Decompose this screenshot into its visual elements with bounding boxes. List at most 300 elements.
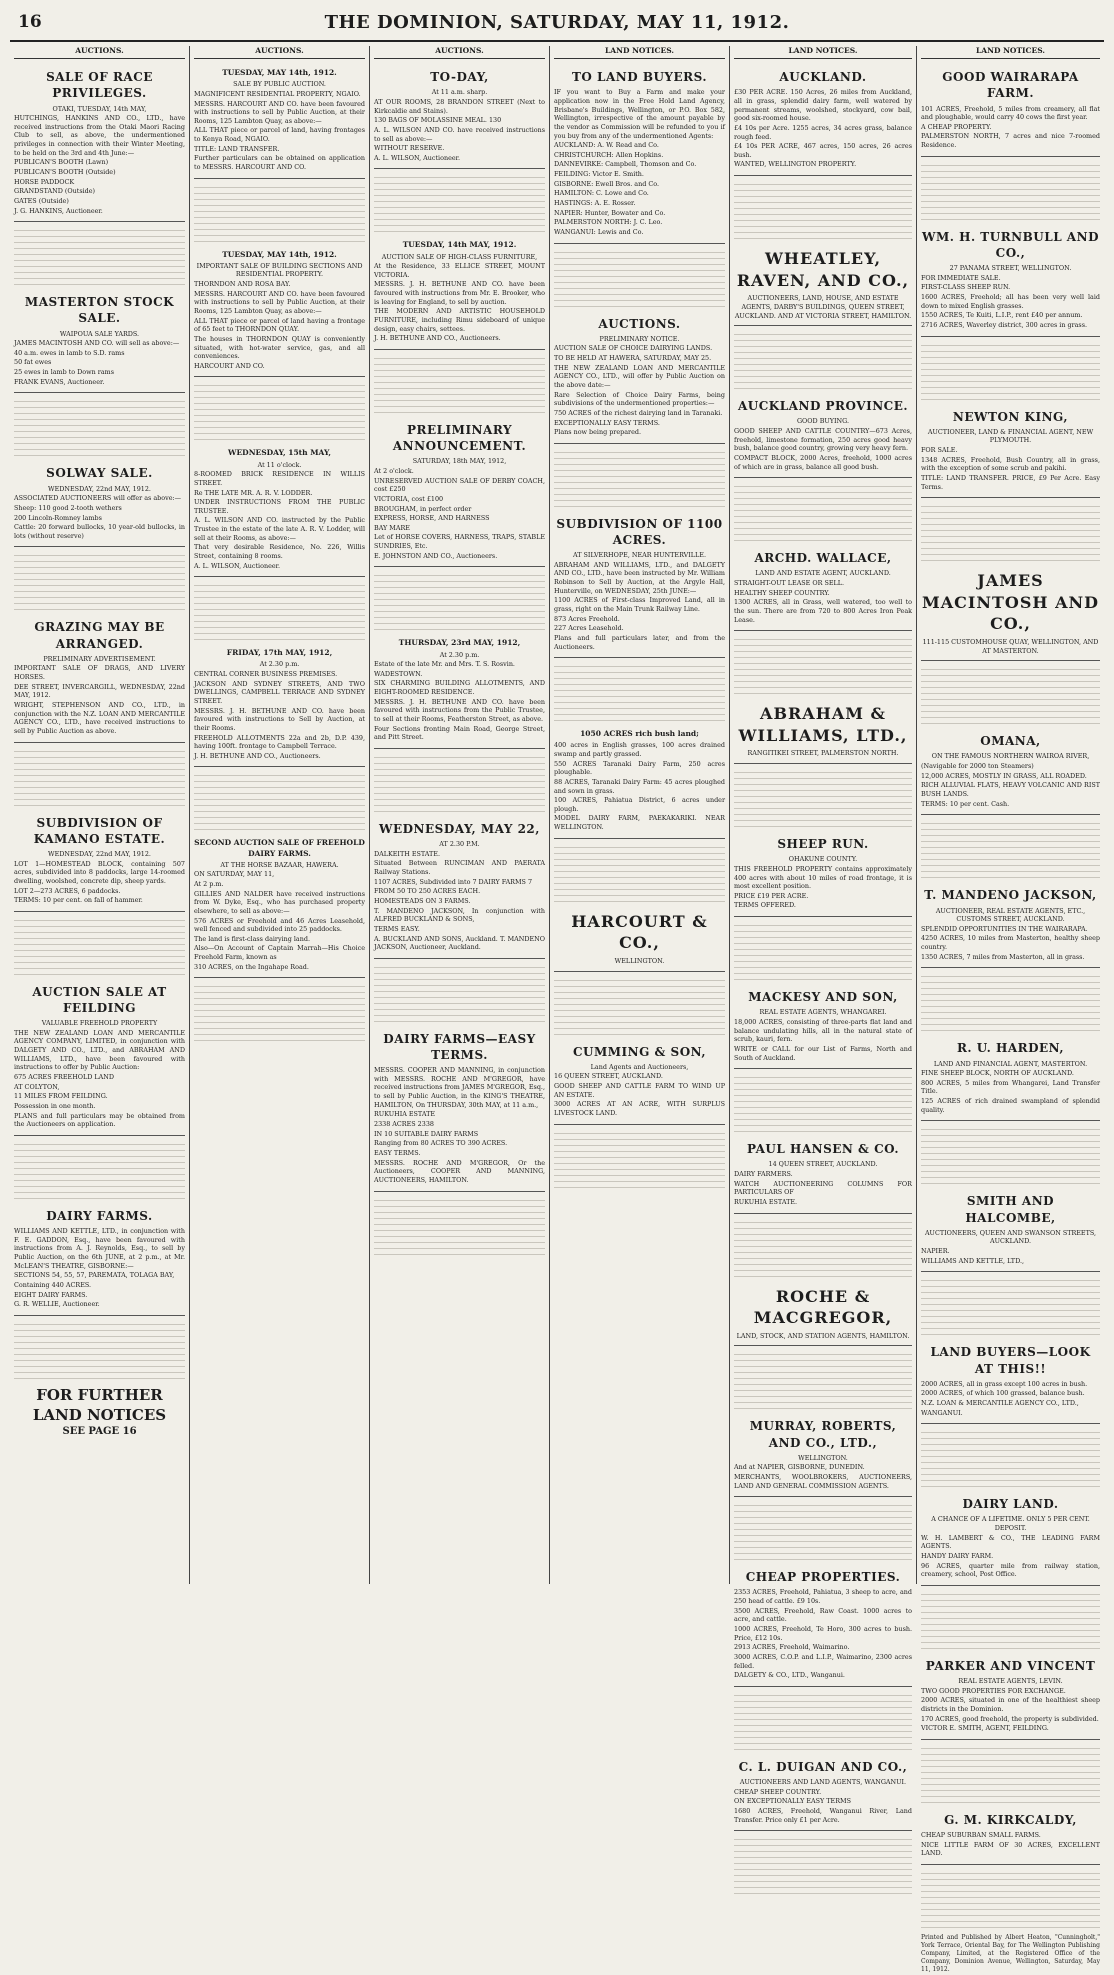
fine-print-block — [554, 1128, 725, 1188]
ad-text-line: FOR IMMEDIATE SALE. — [921, 273, 1001, 282]
column-header: AUCTIONS. — [194, 46, 365, 59]
ad-heading: SUBDIVISION OF KAMANO ESTATE. — [33, 815, 166, 846]
ad-text-line: TITLE: LAND TRANSFER. — [194, 144, 280, 153]
ad-heading: FRIDAY, 17th MAY, 1912, — [226, 648, 333, 658]
ad-subheading: At 11 o'clock. — [257, 460, 302, 469]
ad-text-line: GISBORNE: Ewell Bros. and Co. — [554, 179, 659, 188]
advertisement — [14, 1202, 185, 1316]
ad-subheading: LAND AND FINANCIAL AGENT, MASTERTON. — [933, 1059, 1088, 1068]
advertisement — [554, 63, 725, 243]
column-3 — [370, 46, 550, 1584]
ad-text-line: IMPORTANT SALE OF DRAGS, AND LIVERY HORSES. — [14, 664, 185, 682]
ad-text-line: Plans now being prepared. — [554, 428, 641, 437]
advertisement — [921, 403, 1100, 499]
ad-text-line: 1350 ACRES, 7 miles from Masterton, all in grass. — [921, 952, 1085, 961]
fine-print-block — [734, 634, 912, 694]
ad-text-line: Containing 440 ACRES. — [14, 1280, 92, 1289]
ad-text-line: RUKUHIA ESTATE. — [734, 1197, 798, 1206]
ad-text-line: 18,000 ACRES, consisting of three-parts flat land and balance undulating hills, all in the natural state of scrub, kauri, fern. — [734, 1017, 912, 1044]
advertisement — [921, 1652, 1100, 1740]
ad-heading: T. MANDENO JACKSON, — [924, 888, 1097, 903]
ad-text-line: DANNEVIRKE: Campbell, Thomson and Co. — [554, 160, 697, 169]
printer-imprint: Printed and Published by Albert Heaton, "Cunningholt," York Terrace, Oriental Bay, for The Wellington Publishing Company, Limited, at the Registered Office of the Company, Dominion Avenue, Wellington, Saturday, May 11, 1912. — [921, 1934, 1100, 1974]
ad-text-line: SPLENDID OPPORTUNITIES IN THE WAIRARAPA. — [921, 924, 1088, 933]
ad-text-line: SECTIONS 54, 55, 57, PAREMATA, TOLAGA BAY, — [14, 1271, 175, 1280]
ad-text-line: GRANDSTAND (Outside) — [14, 187, 96, 196]
ad-text-line: 1000 ACRES, Freehold, Te Horo, 300 acres to bush. Price, £12 10s. — [734, 1625, 912, 1642]
fine-print-block — [14, 225, 185, 285]
ad-heading: ARCHD. WALLACE, — [754, 551, 892, 566]
ad-text-line: FEILDING: Victor E. Smith. — [554, 170, 644, 179]
advertisement — [921, 881, 1100, 968]
advertisement — [734, 1563, 912, 1687]
ad-text-line: 96 ACRES, quarter mile from railway station, creamery, school, Post Office. — [921, 1561, 1100, 1579]
fine-print-block — [14, 550, 185, 610]
ad-text-line: Plans and full particulars later, and from the Auctioneers. — [554, 633, 725, 651]
ad-text-line: RUKUHIA ESTATE — [374, 1110, 436, 1119]
advertisement — [921, 1034, 1100, 1121]
fine-print-block — [734, 481, 912, 541]
ad-subheading: LAND, STOCK, AND STATION AGENTS, HAMILTON. — [736, 1331, 910, 1340]
ad-heading: SALE OF RACE PRIVILEGES. — [46, 70, 153, 101]
ad-text-line: GATES (Outside) — [14, 196, 69, 205]
ad-text-line: ALL THAT piece or parcel of land having a frontage of 65 feet to THORNDON QUAY. — [194, 316, 365, 334]
fine-print-block — [921, 340, 1100, 400]
ad-heading: TUESDAY, 14th MAY, 1912. — [402, 240, 517, 250]
ad-text-line: PALMERSTON NORTH: J. C. Leo. — [554, 218, 663, 227]
ad-subheading: AT THE HORSE BAZAAR, HAWERA. — [220, 860, 339, 869]
column-header: LAND NOTICES. — [554, 46, 725, 59]
ad-subheading: VALUABLE FREEHOLD PROPERTY — [41, 1019, 158, 1028]
fine-print-block — [194, 580, 365, 640]
fine-print-block — [374, 1195, 545, 1255]
column-header: LAND NOTICES. — [921, 46, 1100, 59]
fine-print-block — [734, 767, 912, 827]
ad-text-line: Ranging from 80 ACRES TO 390 ACRES. — [374, 1139, 508, 1148]
advertisement — [374, 1025, 545, 1192]
newspaper-title: THE DOMINION, SATURDAY, MAY 11, 1912. — [324, 12, 790, 33]
ad-text-line: 12,000 ACRES, MOSTLY IN GRASS, ALL ROADED. — [921, 771, 1087, 780]
advertisement — [14, 288, 185, 393]
ad-text-line: 200 Lincoln-Romney lambs — [14, 513, 102, 522]
ad-heading: WEDNESDAY, MAY 22, — [379, 821, 540, 836]
fine-print-block — [921, 1124, 1100, 1184]
ad-heading: CUMMING & SON, — [572, 1044, 707, 1059]
fine-print-block — [734, 329, 912, 389]
ad-text-line: 2913 ACRES, Freehold, Waimarino. — [734, 1643, 850, 1652]
ad-subheading: AT SILVERHOPE, NEAR HUNTERVILLE. — [573, 551, 706, 560]
ad-text-line: THORNDON AND ROSA BAY. — [194, 280, 291, 289]
ad-heading: C. L. DUIGAN AND CO., — [738, 1759, 908, 1774]
ad-heading: SOLWAY SALE. — [46, 466, 153, 481]
ad-text-line: T. MANDENO JACKSON, In conjunction with ALFRED BUCKLAND & SONS, — [374, 906, 545, 924]
ad-text-line: 16 QUEEN STREET, AUCKLAND. — [554, 1072, 663, 1081]
ad-text-line: And at NAPIER, GISBORNE, DUNEDIN. — [734, 1463, 865, 1472]
ad-subheading: AUCTIONEERS, QUEEN AND SWANSON STREETS, AUCKLAND. — [924, 1228, 1097, 1246]
ad-text-line: JAMES MACINTOSH AND CO. will sell as above:— — [14, 339, 180, 348]
ad-text-line: FOR SALE. — [921, 446, 958, 455]
ad-text-line: 11 MILES FROM FEILDING. — [14, 1092, 108, 1101]
fine-print-block — [14, 915, 185, 975]
advertisement — [194, 443, 365, 577]
ad-heading: ABRAHAM & WILLIAMS, LTD., — [738, 704, 908, 745]
ad-text-line: WITHOUT RESERVE. — [374, 144, 445, 153]
ad-text-line: MAGNIFICENT RESIDENTIAL PROPERTY, NGAIO. — [194, 89, 361, 98]
ad-text-line: CHRISTCHURCH: Allen Hopkins. — [554, 150, 664, 159]
ad-text-line: JACKSON AND SYDNEY STREETS, AND TWO DWELLINGS, CAMPBELL TERRACE AND SYDNEY STREET. — [194, 679, 365, 705]
ad-text-line: Possession in one month. — [14, 1101, 96, 1110]
ad-text-line: DALGETY & CO., LTD., Wanganui. — [734, 1671, 845, 1680]
ad-text-line: FIRST-CLASS SHEEP RUN. — [921, 283, 1011, 292]
ad-subheading: OHAKUNE COUNTY. — [788, 855, 858, 864]
advertisement — [734, 983, 912, 1069]
ad-text-line: E. JOHNSTON AND CO., Auctioneers. — [374, 551, 498, 560]
ad-heading: G. M. KIRKCALDY, — [944, 1812, 1077, 1827]
ad-subheading: WELLINGTON. — [614, 956, 665, 965]
advertisement — [734, 830, 912, 917]
ad-text-line: DEE STREET, INVERCARGILL, WEDNESDAY, 22nd MAY, 1912. — [14, 682, 185, 700]
column-4 — [550, 46, 730, 1584]
ad-heading: MURRAY, ROBERTS, AND CO., LTD., — [749, 1419, 897, 1450]
advertisement — [194, 833, 365, 978]
fine-print-block — [921, 1868, 1100, 1928]
ad-heading: AUCKLAND PROVINCE. — [737, 399, 909, 414]
advertisement — [554, 724, 725, 839]
ad-subheading: WEDNESDAY, 22nd MAY, 1912. — [48, 849, 151, 858]
ad-text-line: 50 fat ewes — [14, 358, 52, 367]
ad-text-line: VICTOR E. SMITH, AGENT, FEILDING. — [921, 1724, 1049, 1733]
fine-print-block — [734, 1217, 912, 1277]
ad-text-line: 1348 ACRES, Freehold, Bush Country, all in grass, with the exception of some scrub and pakihi. — [921, 455, 1100, 473]
ad-text-line: IF you want to Buy a Farm and make your application now in the Free Hold Land Agency, Brisbane's Buildings, Wellington, or P.O. Box 582, Wellington, irrespective of the amount payable by the vendor as Commission will be refunded to you if you buy from any of the undermentioned Agents: — [554, 88, 725, 140]
ad-text-line: Sheep: 110 good 2-tooth wethers — [14, 503, 122, 512]
ad-text-line: WANGANUI. — [921, 1408, 963, 1417]
ad-text-line: FINE SHEEP BLOCK, NORTH OF AUCKLAND. — [921, 1069, 1074, 1078]
fine-print-block — [14, 1139, 185, 1199]
column-6 — [917, 46, 1104, 1974]
ad-subheading: AUCTION SALE OF HIGH-CLASS FURNITURE, — [381, 252, 538, 261]
ad-text-line: PALMERSTON NORTH, 7 acres and nice 7-roomed Residence. — [921, 132, 1100, 150]
fine-print-block — [554, 842, 725, 902]
ad-text-line: MESSRS. HARCOURT AND CO. have been favoured with instructions to sell by Public Auction, at their Rooms, 125 Lambton Quay, as above:— — [194, 99, 365, 125]
ad-subheading: WELLINGTON. — [798, 1453, 848, 1462]
ad-text-line: 1300 ACRES, all in Grass, well watered, too well to the sun. There are from 720 to 800 Acres Iron Peak Lease. — [734, 598, 912, 624]
fine-print-block — [374, 752, 545, 812]
advertisement — [921, 1806, 1100, 1865]
ad-text-line: ON SATURDAY, MAY 11, — [194, 870, 275, 879]
ad-text-line: TERMS OFFERED. — [734, 901, 796, 910]
ad-heading: TUESDAY, MAY 14th, 1912. — [222, 249, 337, 259]
fine-print-block — [921, 971, 1100, 1031]
ad-text-line: Situated Between RUNCIMAN AND PAERATA Railway Stations. — [374, 859, 545, 877]
ad-text-line: DALKEITH ESTATE. — [374, 849, 440, 858]
ad-text-line: 750 ACRES of the richest dairying land in Taranaki. — [554, 408, 723, 417]
ad-heading: LAND BUYERS—LOOK AT THIS!! — [930, 1345, 1091, 1376]
ad-text-line: THE NEW ZEALAND LOAN AND MERCANTILE AGENCY COMPANY, LIMITED, in conjunction with DALGETY AND CO., LTD., and ABRAHAM AND WILLIAMS, LTD., have been favoured with instructions to offer by Public Auction: — [14, 1028, 185, 1072]
ad-text-line: W. H. LAMBERT & CO., THE LEADING FARM AGENTS. — [921, 1533, 1100, 1551]
ad-text-line: WILLIAMS AND KETTLE, LTD., in conjunction with F. E. GADDON, Esq., have been favoured with instructions from A. J. Reynolds, Esq., to sell by Public Auction, on the 6th JUNE, at 2 p.m., at Mr. McLEAN'S THEATRE, GISBORNE:— — [14, 1227, 185, 1270]
fine-print-block — [734, 1690, 912, 1750]
ad-text-line: 873 Acres Freehold. — [554, 614, 620, 623]
ad-text-line: 1107 ACRES, Subdivided into 7 DAIRY FARMS 7 — [374, 877, 533, 886]
ad-text-line: NAPIER: Hunter, Bowater and Co. — [554, 208, 666, 217]
ad-text-line: 310 ACRES, on the Ingahape Road. — [194, 962, 309, 971]
ad-text-line: GOOD SHEEP AND CATTLE FARM TO WIND UP AN ESTATE. — [554, 1082, 725, 1099]
fine-print-block — [14, 396, 185, 456]
ad-text-line: HANDY DAIRY FARM. — [921, 1552, 994, 1561]
ad-text-line: MODEL DAIRY FARM, PAEKAKARIKI. NEAR WELLINGTON. — [554, 814, 725, 832]
ad-text-line: J. G. HANKINS, Auctioneer. — [14, 206, 103, 215]
ad-text-line: 400 acres in English grasses, 100 acres drained swamp and partly grassed. — [554, 741, 725, 758]
ad-text-line: WATCH AUCTIONEERING COLUMNS FOR PARTICULARS OF — [734, 1179, 912, 1197]
ad-heading: GRAZING MAY BE ARRANGED. — [34, 620, 165, 651]
ad-text-line: RICH ALLUVIAL FLATS, HEAVY VOLCANIC AND RIST BUSH LANDS. — [921, 781, 1100, 799]
ad-text-line: WRITE or CALL for our List of Farms, North and South of Auckland. — [734, 1044, 912, 1062]
ad-subheading: SATURDAY, 18th MAY, 1912, — [412, 457, 507, 466]
ad-text-line: (Navigable for 2000 ton Steamers) — [921, 762, 1034, 771]
ad-text-line: LOT 2—273 ACRES, 6 paddocks. — [14, 886, 121, 895]
ad-text-line: A CHEAP PROPERTY. — [921, 122, 992, 131]
ad-text-line: 3000 ACRES AT AN ACRE, WITH SURPLUS LIVESTOCK LAND. — [554, 1100, 725, 1117]
ad-heading: JAMES MACINTOSH AND CO., — [922, 571, 1099, 634]
ad-text-line: A. L. WILSON, Auctioneer. — [194, 561, 281, 570]
ad-heading: PARKER AND VINCENT — [925, 1658, 1096, 1673]
fine-print-block — [194, 380, 365, 440]
fine-print-block — [734, 1834, 912, 1894]
ad-subheading: AUCTIONEER, LAND & FINANCIAL AGENT, NEW PLYMOUTH. — [927, 427, 1094, 445]
ad-text-line: 8-ROOMED BRICK RESIDENCE IN WILLIS STREET. — [194, 470, 365, 487]
ad-text-line: 227 Acres Leasehold. — [554, 624, 624, 633]
ad-text-line: HORSE PADDOCK — [14, 177, 75, 186]
ad-subheading: SALE BY PUBLIC AUCTION. — [233, 80, 326, 89]
ad-subheading: AT 2.30 P.M. — [439, 840, 480, 849]
fine-print-block — [921, 1589, 1100, 1649]
ad-text-line: Estate of the late Mr. and Mrs. T. S. Rosvin. — [374, 660, 515, 669]
ad-text-line: A. L. WILSON AND CO. have received instructions to sell as above:— — [374, 125, 545, 143]
ad-heading: DAIRY FARMS—EASY TERMS. — [383, 1031, 536, 1062]
ad-text-line: G. R. WELLIE, Auctioneer. — [14, 1300, 100, 1309]
ad-text-line: 130 BAGS OF MOLASSINE MEAL. 130 — [374, 116, 502, 125]
ad-subheading: At 11 a.m. sharp. — [431, 88, 488, 97]
ad-text-line: THIS FREEHOLD PROPERTY contains approximately 400 acres with about 10 miles of road frontage, it is most excellent position. — [734, 864, 912, 891]
fine-print-block — [921, 818, 1100, 878]
column-5 — [730, 46, 917, 1824]
ad-text-line: 40 a.m. ewes in lamb to S.D. rams — [14, 348, 125, 357]
advertisement — [374, 815, 545, 959]
ad-text-line: MERCHANTS, WOOLBROKERS, AUCTIONEERS, LAND AND GENERAL COMMISSION AGENTS. — [734, 1473, 912, 1490]
fine-print-block — [734, 179, 912, 239]
ad-text-line: NICE LITTLE FARM OF 30 ACRES, EXCELLENT LAND. — [921, 1840, 1100, 1858]
ad-text-line: Also—On Account of Captain Marrah—His Choice Freehold Farm, known as — [194, 944, 365, 962]
fine-print-block — [734, 920, 912, 980]
ad-text-line: NAPIER. — [921, 1247, 950, 1256]
ad-subheading: A CHANCE OF A LIFETIME. ONLY 5 PER CENT. DEPOSIT. — [931, 1515, 1090, 1533]
ad-text-line: FRANK EVANS, Auctioneer. — [14, 377, 105, 386]
fine-print-block — [921, 664, 1100, 724]
ad-text-line: TO BE HELD AT HAWERA, SATURDAY, MAY 25. — [554, 354, 712, 363]
ad-text-line: CHEAP SUBURBAN SMALL FARMS. — [921, 1831, 1041, 1840]
fine-print-block — [554, 447, 725, 507]
fine-print-block — [194, 182, 365, 242]
ad-subheading: WAIPOUA SALE YARDS. — [59, 329, 140, 338]
ad-text-line: 101 ACRES, Freehold, 5 miles from creamery, all flat and ploughable, would carry 40 cows the first year. — [921, 104, 1100, 122]
ad-text-line: MESSRS. ROCHE AND M'GREGOR, Or the Auctioneers, COOPER AND MANNING, AUCTIONEERS, HAMILTON. — [374, 1158, 545, 1184]
ad-text-line: AUCTION SALE OF CHOICE DAIRYING LANDS. — [554, 344, 713, 353]
ad-subheading: AUCTIONEERS, LAND, HOUSE, AND ESTATE AGENTS, DARBY'S BUILDINGS, QUEEN STREET, AUCKLAND. AND AT VICTORIA STREET, HAMILTON. — [734, 294, 912, 320]
ad-text-line: Four Sections fronting Main Road, George Street, and Pitt Street. — [374, 724, 545, 742]
advertisement — [554, 905, 725, 972]
advertisement — [554, 510, 725, 658]
ad-text-line: MESSRS. HARCOURT AND CO. have been favoured with instructions to sell by Public Auction, at their Rooms, 125 Lambton Quay, as above:— — [194, 289, 365, 315]
column-header: LAND NOTICES. — [734, 46, 912, 59]
ad-text-line: GOOD SHEEP AND CATTLE COUNTRY—673 Acres, freehold, limestone formation, 250 acres good heavy bush, balance good country, growing very heavy fern. — [734, 427, 912, 453]
ad-text-line: TERMS EASY. — [374, 924, 420, 933]
ad-text-line: 1100 ACRES of First-class Improved Land, all in grass, right on the Main Trunk Railway Line. — [554, 596, 725, 614]
fine-print-block — [921, 1275, 1100, 1335]
advertisement — [374, 235, 545, 350]
ad-subheading: PRELIMINARY NOTICE. — [599, 334, 680, 343]
ad-heading: SECOND AUCTION SALE OF FREEHOLD DAIRY FARMS. — [194, 838, 365, 858]
ad-subheading: AUCTIONEER, REAL ESTATE AGENTS, ETC., CUSTOMS STREET, AUCKLAND. — [935, 906, 1086, 924]
ad-text-line: Let of HORSE COVERS, HARNESS, TRAPS, STABLE SUNDRIES, Etc. — [374, 533, 545, 551]
advertisement — [14, 613, 185, 742]
ad-subheading: At 2.30 p.m. — [259, 660, 300, 669]
advertisement — [921, 1187, 1100, 1272]
ad-text-line: A. BUCKLAND AND SONS, Auckland. T. MANDENO JACKSON, Auctioneer, Auckland. — [374, 934, 545, 952]
ad-text-line: EXPRESS, HORSE, AND HARNESS — [374, 514, 490, 523]
ad-text-line: ASSOCIATED AUCTIONEERS will offer as above:— — [14, 494, 182, 503]
ad-text-line: EIGHT DAIRY FARMS. — [14, 1290, 88, 1299]
ad-text-line: HEALTHY SHEEP COUNTRY. — [734, 588, 830, 597]
ad-text-line: TWO GOOD PROPERTIES FOR EXCHANGE. — [921, 1686, 1066, 1695]
advertisement — [734, 392, 912, 478]
ad-text-line: MESSRS. J. H. BETHUNE AND CO. have been favoured with instructions to Sell by Auction, at their Rooms. — [194, 706, 365, 732]
ad-heading: SHEEP RUN. — [777, 837, 869, 852]
advertisement — [921, 63, 1100, 157]
advertisement — [14, 978, 185, 1136]
ad-text-line: That very desirable Residence, No. 226, Willis Street, containing 8 rooms. — [194, 543, 365, 560]
ad-text-line: WILLIAMS AND KETTLE, LTD., — [921, 1256, 1025, 1265]
ad-subheading: 14 QUEEN STREET, AUCKLAND. — [768, 1160, 878, 1169]
ad-heading: GOOD WAIRARAPA FARM. — [942, 70, 1079, 101]
column-header: AUCTIONS. — [14, 46, 185, 59]
advertisement — [374, 416, 545, 567]
ad-text-line: 1680 ACRES, Freehold, Wanganui River, Land Transfer. Price only £1 per Acre. — [734, 1807, 912, 1824]
fine-print-block — [734, 1349, 912, 1409]
column-2 — [190, 46, 370, 1584]
ad-text-line: DAIRY FARMERS. — [734, 1169, 793, 1178]
ad-heading: AUCKLAND. — [779, 70, 867, 85]
ad-text-line: AT COLYTON, — [14, 1082, 60, 1091]
ad-subheading: PRELIMINARY ADVERTISEMENT. — [43, 654, 156, 663]
fine-print-block — [554, 975, 725, 1035]
ad-text-line: HAMILTON: C. Lowe and Co. — [554, 189, 649, 198]
ad-text-line: 675 ACRES FREEHOLD LAND — [14, 1073, 114, 1082]
fine-print-block — [194, 770, 365, 830]
ad-heading: MASTERTON STOCK SALE. — [24, 295, 175, 326]
page-number: 16 — [18, 12, 42, 32]
ad-text-line: AT OUR ROOMS, 28 BRANDON STREET (Next to Kirkcaldie and Stains). — [374, 97, 545, 115]
ad-heading: WHEATLEY, RAVEN, AND CO., — [736, 249, 910, 290]
ad-text-line: N.Z. LOAN & MERCANTILE AGENCY CO., LTD., — [921, 1398, 1079, 1407]
ad-text-line: 576 ACRES or Freehold and 46 Acres Leasehold, well fenced and subdivided into 25 paddocks. — [194, 916, 365, 934]
ad-text-line: TERMS: 10 per cent. on fall of hammer. — [14, 896, 143, 905]
ad-heading: THURSDAY, 23rd MAY, 1912, — [398, 638, 521, 648]
fine-print-block — [554, 247, 725, 307]
advertisement — [374, 633, 545, 749]
advertisement — [14, 63, 185, 222]
ad-heading: SMITH AND HALCOMBE, — [965, 1194, 1056, 1225]
ad-subheading: RANGITIKEI STREET, PALMERSTON NORTH. — [747, 749, 899, 758]
ad-text-line: WRIGHT, STEPHENSON AND CO., LTD., in conjunction with the N.Z. LOAN AND MERCANTILE AGENCY CO., LTD., have received instructions to sell by Public Auction as above. — [14, 701, 185, 735]
ad-heading: WEDNESDAY, 15th MAY, — [228, 448, 331, 458]
ad-text-line: ON EXCEPTIONALLY EASY TERMS — [734, 1797, 851, 1806]
advertisement — [194, 63, 365, 179]
ad-text-line: 3000 ACRES, C.O.P. and L.I.P., Waimarino, 2300 acres felled. — [734, 1652, 912, 1670]
masthead — [10, 10, 1104, 42]
ad-heading: MACKESY AND SON, — [748, 990, 898, 1005]
ad-text-line: HARCOURT AND CO. — [194, 361, 265, 370]
ad-text-line: MESSRS. J. H. BETHUNE AND CO. have been favoured with instructions from Mr. E. Brooker, who is leaving for England, to sell by auction. — [374, 280, 545, 306]
ad-text-line: PRICE £19 PER ACRE. — [734, 891, 809, 900]
ad-text-line: HOMESTEADS ON 3 FARMS. — [374, 896, 471, 905]
ad-text-line: WANGANUI: Lewis and Co. — [554, 227, 644, 236]
ad-subheading: IMPORTANT SALE OF BUILDING SECTIONS AND RESIDENTIAL PROPERTY. — [196, 261, 363, 279]
fine-print-block — [14, 1319, 185, 1379]
ad-text-line: THE NEW ZEALAND LOAN AND MERCANTILE AGENCY CO., LTD., will offer by Public Auction on the above date:— — [554, 363, 725, 389]
ad-text-line: COMPACT BLOCK, 2000 Acres, freehold, 1000 acres of which are in grass, balance all good bush. — [734, 453, 912, 471]
advertisement — [921, 223, 1100, 337]
ad-text-line: 3500 ACRES, Freehold, Raw Coast. 1000 acres to acre, and cattle. — [734, 1606, 912, 1624]
ad-heading: WM. H. TURNBULL AND CO., — [922, 229, 1099, 260]
ad-text-line: IN 10 SUITABLE DAIRY FARMS — [374, 1129, 479, 1138]
ad-text-line: 125 ACRES of rich drained swampland of splendid quality. — [921, 1097, 1100, 1114]
ad-text-line: Rare Selection of Choice Dairy Farms, being subdivisions of the undermentioned properties:— — [554, 390, 725, 408]
ad-text-line: STRAIGHT-OUT LEASE OR SELL. — [734, 579, 845, 588]
ad-text-line: £4 10s PER ACRE, 467 acres, 150 acres, 26 acres bush. — [734, 142, 912, 159]
ad-heading: PRELIMINARY ANNOUNCEMENT. — [392, 422, 527, 454]
advertisement — [14, 809, 185, 912]
fine-print-block — [921, 160, 1100, 220]
ad-text-line: Cattle: 20 forward bullocks, 10 year-old bullocks, in lots (without reserve) — [14, 523, 185, 540]
ad-text-line: GILLIES AND NALDER have received instructions from W. Dyke, Esq., who has purchased property elsewhere, to sell as above:— — [194, 889, 365, 915]
column-1 — [10, 46, 190, 1584]
ad-heading: ROCHE & MACGREGOR, — [753, 1286, 893, 1328]
ad-text-line: PUBLICAN'S BOOTH (Outside) — [14, 167, 116, 176]
advertisement — [734, 242, 912, 326]
ad-text-line: 2000 ACRES, situated in one of the healthiest sheep districts in the Dominion. — [921, 1696, 1100, 1714]
advertisement — [194, 643, 365, 767]
ad-heading: 1050 ACRES rich bush land; — [580, 729, 699, 739]
advertisement — [734, 697, 912, 764]
fine-print-block — [921, 501, 1100, 561]
advertisement — [734, 1412, 912, 1497]
ad-text-line: WANTED, WELLINGTON PROPERTY. — [734, 160, 857, 169]
ad-subheading: At 2.30 p.m. — [439, 650, 480, 659]
ad-text-line: 2716 ACRES, Waverley district, 300 acres in grass. — [921, 320, 1088, 329]
ad-text-line: 170 ACRES, good freehold, the property is subdivided. — [921, 1714, 1099, 1723]
ad-text-line: At the Residence, 33 ELLICE STREET, MOUNT VICTORIA. — [374, 262, 545, 279]
advertisement — [734, 1753, 912, 1831]
ad-text-line: TITLE: LAND TRANSFER. PRICE, £9 Per Acre. Easy Terms. — [921, 473, 1100, 491]
advertisement — [921, 1490, 1100, 1586]
ad-subheading: Land Agents and Auctioneers, — [590, 1062, 689, 1071]
newspaper-page — [10, 10, 1104, 1974]
column-header: AUCTIONS. — [374, 46, 545, 59]
ad-subheading: 111-115 CUSTOMHOUSE QUAY, WELLINGTON, AND AT MASTERTON. — [922, 638, 1099, 655]
ad-text-line: 1550 ACRES, Te Kuiti, L.I.P., rent £40 per annum. — [921, 311, 1083, 320]
fine-print-block — [194, 981, 365, 1041]
